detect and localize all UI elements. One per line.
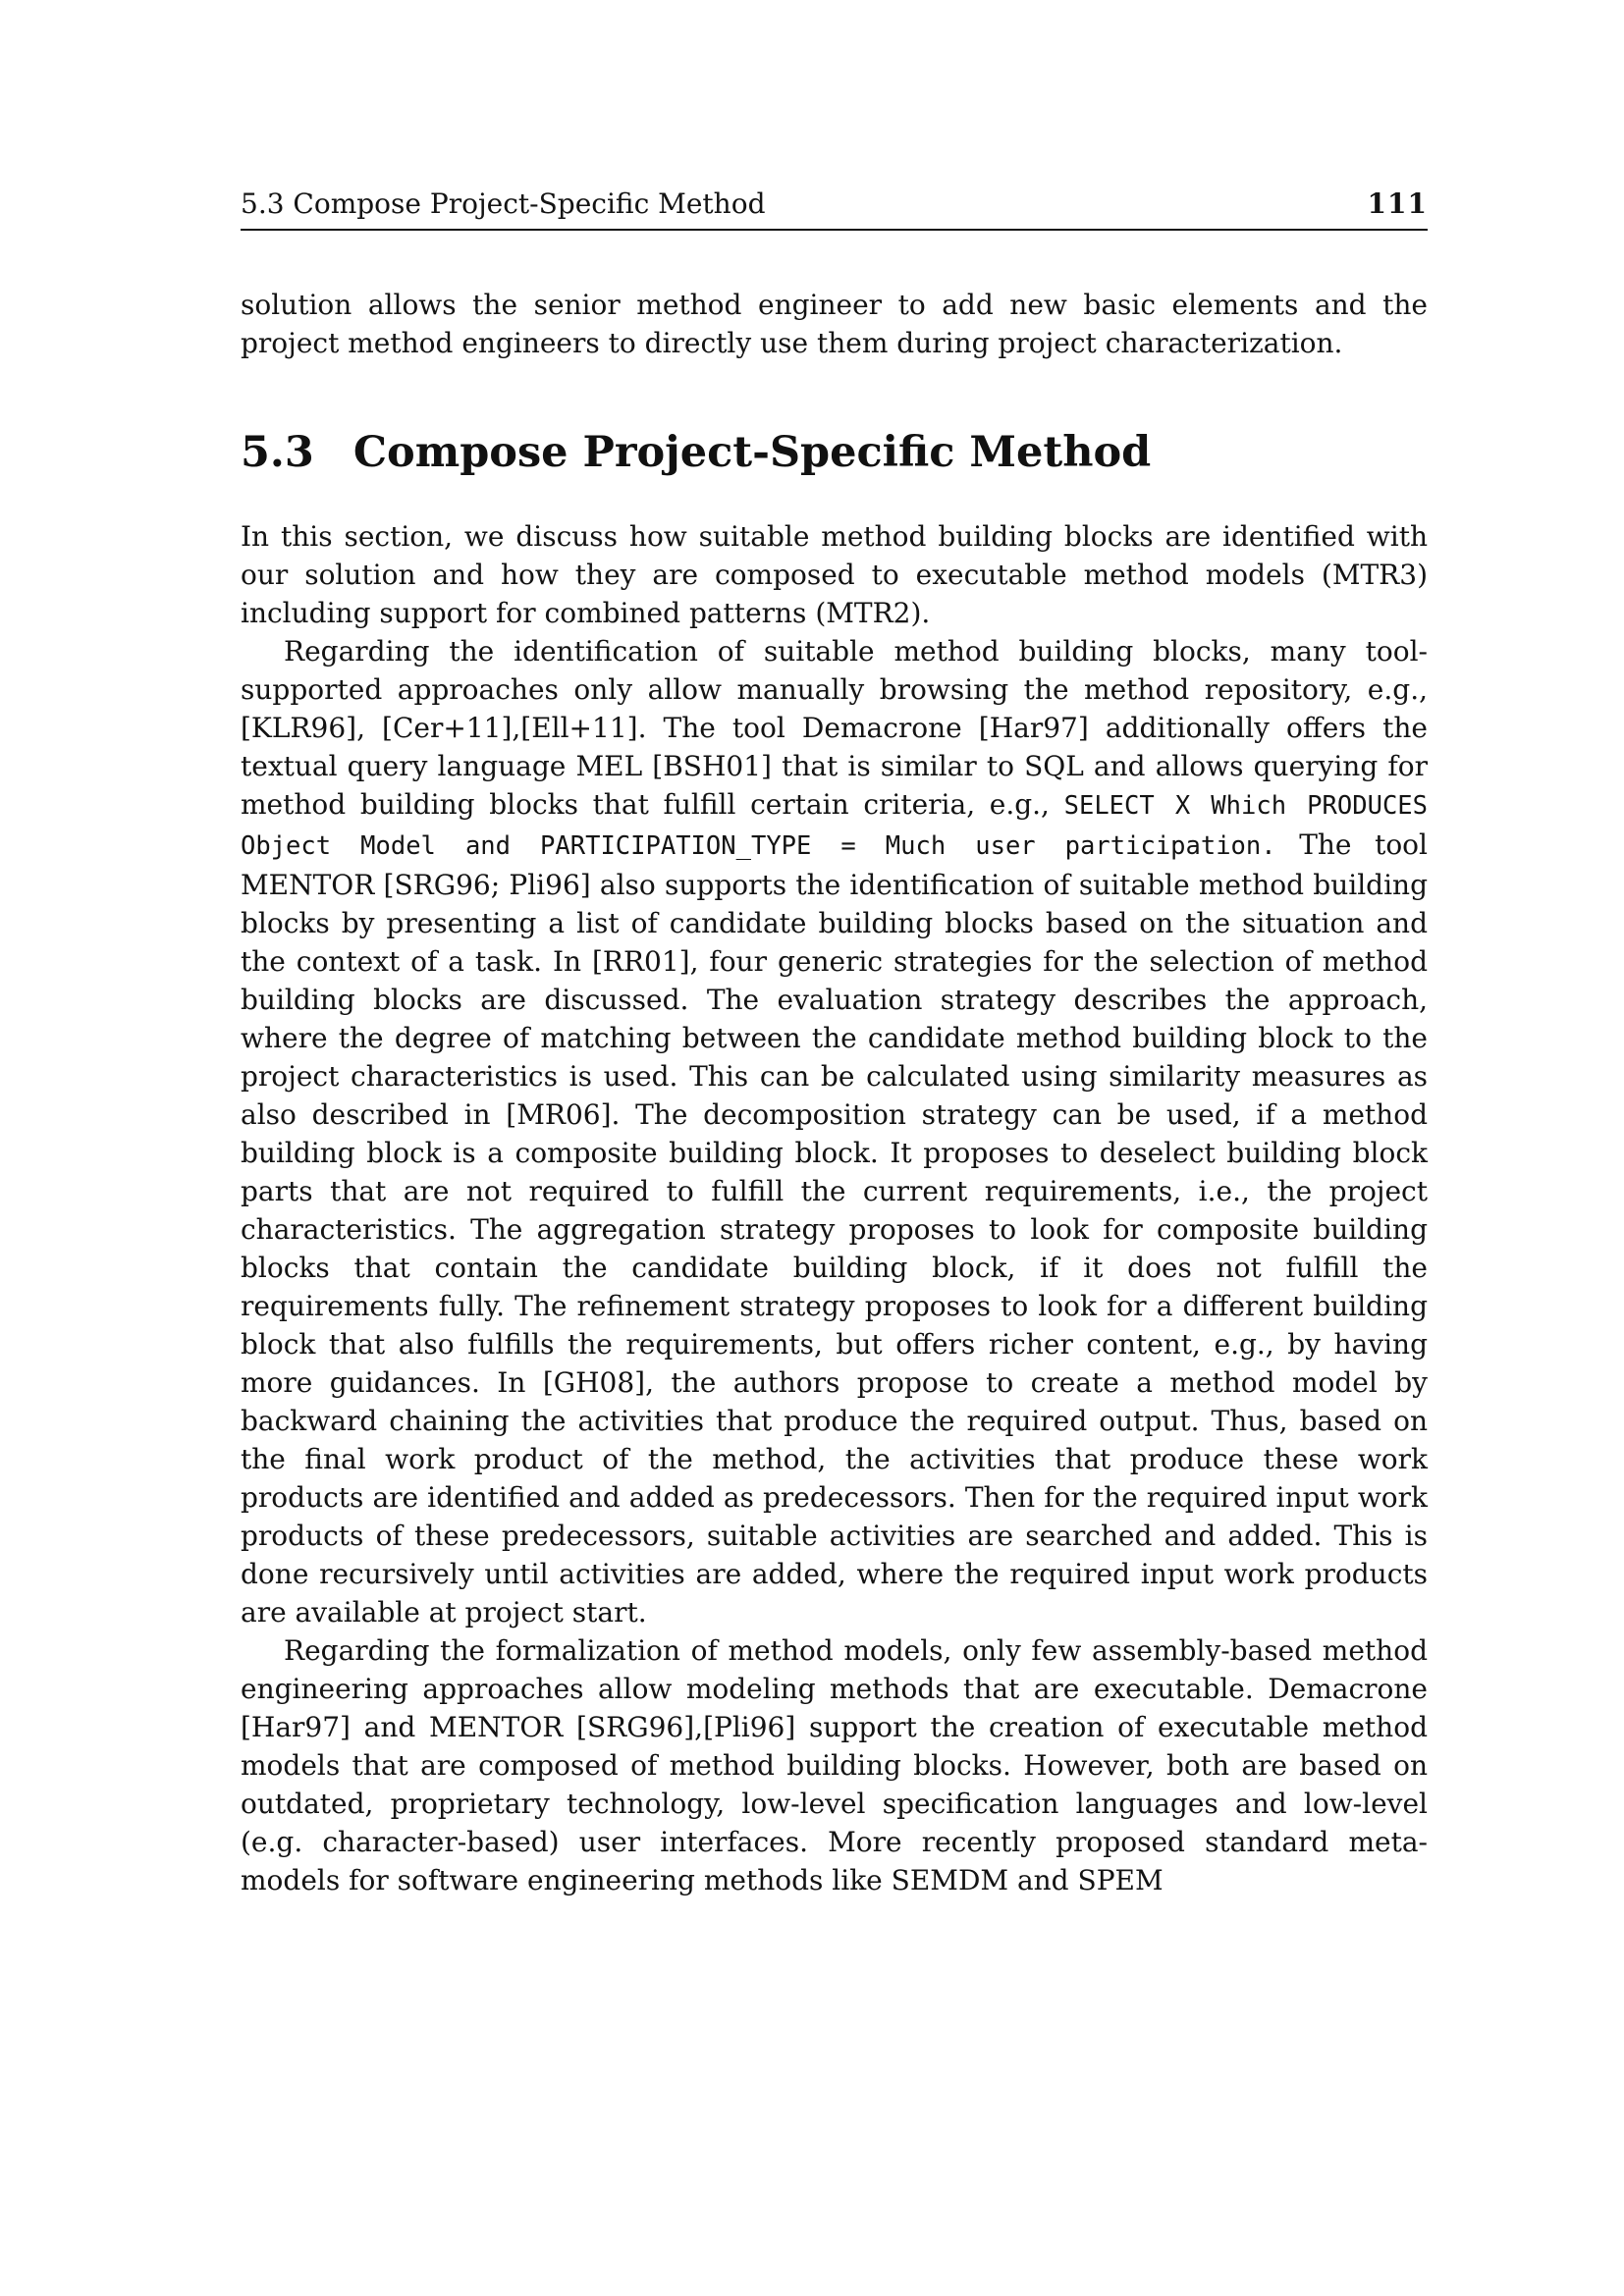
section-number: 5.3 xyxy=(241,428,314,477)
paragraph-intro: solution allows the senior method engineer to add new basic elements and the project method engineers to directly use them during project characterization. xyxy=(241,289,1428,359)
section-title: Compose Project-Specific Method xyxy=(352,428,1152,477)
page-body xyxy=(241,286,1428,1899)
identification-text-before-code: Regarding the identification of suitable method building blocks, many tool-supported approaches only allow manually browsing the method repository, e.g., [KLR96], [Cer+11],[Ell+11]. The tool Demacrone [Har97] additionally offers the textual query language MEL [BSH01] that is similar to SQL and allows querying for method building blocks that fulfill certain criteria, e.g., xyxy=(241,635,1428,822)
identification-text-after-code: The tool MENTOR [SRG96; Pli96] also supports the identification of suitable method building blocks by presenting a list of candidate building blocks based on the situation and the context of a task. In [RR01], four generic strategies for the selection of method building blocks are discussed. The evaluation strategy describes the approach, where the degree of matching between the candidate method building block to the project characteristics is used. This can be calculated using similarity measures as also described in [MR06]. The decomposition strategy can be used, if a method building block is a composite building block. It proposes to deselect building block parts that are not required to fulfill the current requirements, i.e., the project characteristics. The aggregation strategy proposes to look for composite building blocks that contain the candidate building block, if it does not fulfill the requirements fully. The refinement strategy proposes to look for a different building block that also fulfills the requirements, but offers richer content, e.g., by having more guidances. In [GH08], the authors propose to create a method model by backward chaining the activities that produce the required output. Thus, based on the final work product of the method, the activities that produce these work products are identified and added as predecessors. Then for the required input work products of these predecessors, suitable activities are searched and added. This is done recursively until activities are added, where the required input work products are available at project start. xyxy=(241,828,1428,1629)
paragraph-overview: In this section, we discuss how suitable method building blocks are identified with our solution and how they are composed to executable method models (MTR3) including support for combined patterns (MTR2). xyxy=(241,520,1428,630)
paragraph-identification xyxy=(241,632,1428,1631)
section-heading xyxy=(241,429,1428,476)
header-rule xyxy=(241,229,1428,231)
paragraph-formalization: Regarding the formalization of method models, only few assembly-based method engineering approaches allow modeling methods that are executable. Demacrone [Har97] and MENTOR [SRG96],[Pli96] support the creation of executable method models that are composed of method building blocks. However, both are based on outdated, proprietary technology, low-level specification languages and low-level (e.g. character-based) user interfaces. More recently proposed standard meta-models for software engineering methods like SEMDM and SPEM xyxy=(241,1634,1428,1897)
page-header xyxy=(241,188,1428,220)
header-section-label: 5.3 Compose Project-Specific Method xyxy=(241,187,766,220)
header-page-number: 111 xyxy=(1367,187,1428,220)
inline-code-query: SELECT X Which PRODUCES Object Model and PARTICIPATION_TYPE = Much user participation. xyxy=(241,791,1428,862)
